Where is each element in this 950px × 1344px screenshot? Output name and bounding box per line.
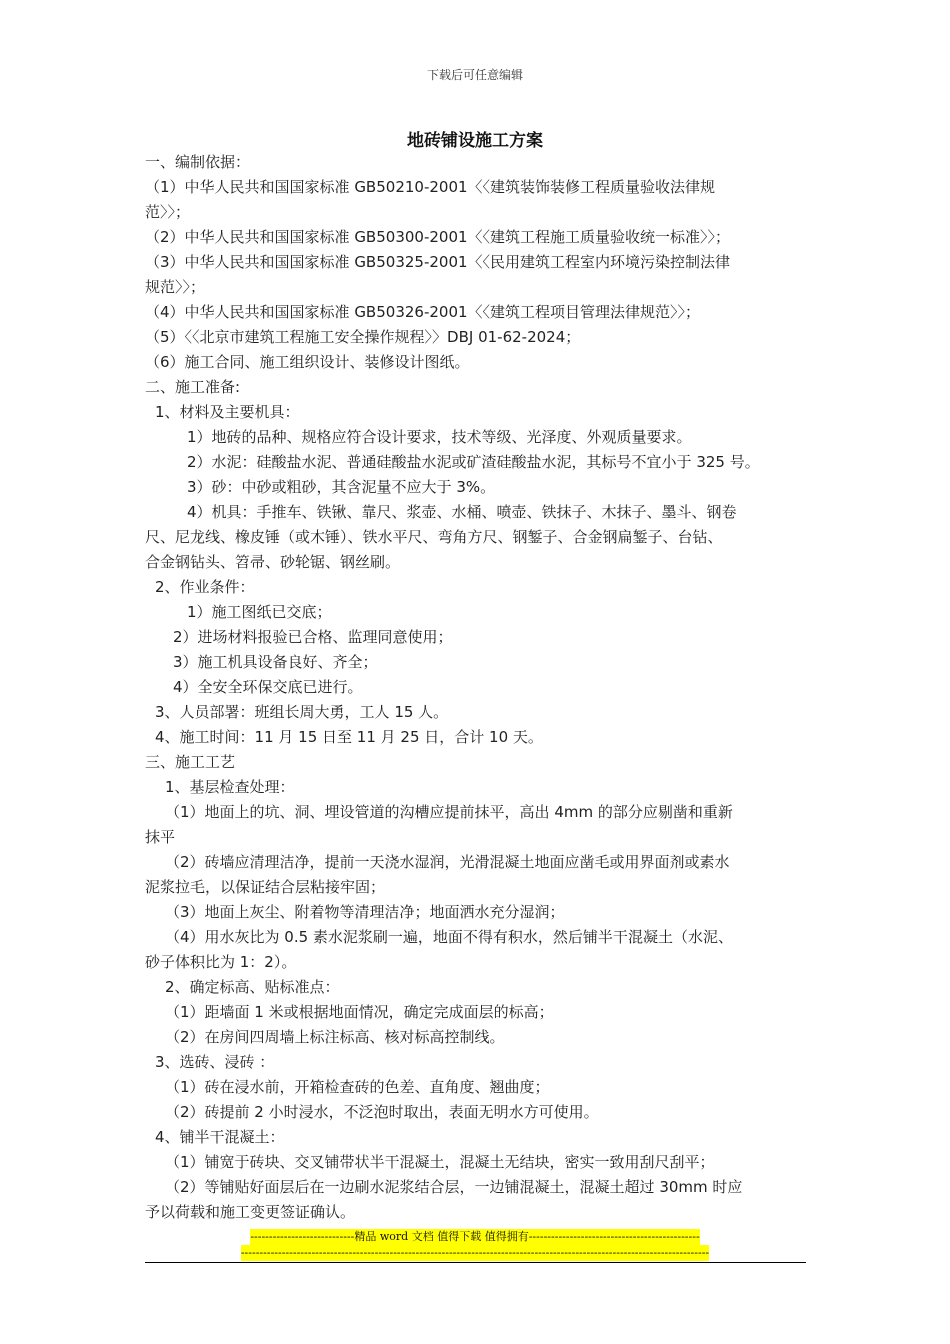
text-line: （4）中华人民共和国国家标准 GB50326-2001〈〈建筑工程项目管理法律规范〉〉； xyxy=(145,303,701,321)
text-line: 1）地砖的品种、规格应符合设计要求，技术等级、光泽度、外观质量要求。 xyxy=(187,428,692,446)
text-line: （2）中华人民共和国国家标准 GB50300-2001〈〈建筑工程施工质量验收统一标准〉〉； xyxy=(145,228,731,246)
text-line: （2）砖提前 2 小时浸水，不泛泡时取出，表面无明水方可使用。 xyxy=(165,1103,599,1121)
text-line: 2）水泥：硅酸盐水泥、普通硅酸盐水泥或矿渣硅酸盐水泥，其标号不宜小于 325 号。 xyxy=(187,453,760,471)
text-line: （4）用水灰比为 0.5 素水泥浆刷一遍，地面不得有积水，然后铺半干混凝土（水泥、 xyxy=(165,928,733,946)
section-heading: 一、编制依据： xyxy=(145,153,251,171)
text-line: （1）地面上的坑、洞、埋设管道的沟槽应提前抹平，高出 4mm 的部分应剔凿和重新 xyxy=(165,803,733,821)
subsection-heading: 1、基层检查处理： xyxy=(165,778,295,796)
text-line: （1）铺宽于砖块、交叉铺带状半干混凝土，混凝土无结块，密实一致用刮尺刮平； xyxy=(165,1153,715,1171)
text-line: （6）施工合同、施工组织设计、装修设计图纸。 xyxy=(145,353,470,371)
text-line: 4）机具：手推车、铁锹、靠尺、浆壶、水桶、喷壶、铁抹子、木抹子、墨斗、钢卷 xyxy=(187,503,737,521)
text-line: 泥浆拉毛，以保证结合层粘接牢固； xyxy=(145,878,386,896)
text-line: 4）全安全环保交底已进行。 xyxy=(173,678,363,696)
text-line: （2）在房间四周墙上标注标高、核对标高控制线。 xyxy=(165,1028,505,1046)
subsection-heading: 2、确定标高、贴标准点： xyxy=(165,978,340,996)
text-line: （3）地面上灰尘、附着物等清理洁净；地面洒水充分湿润； xyxy=(165,903,565,921)
header-note: 下载后可任意编辑 xyxy=(426,68,523,82)
subsection-heading: 4、施工时间：11 月 15 日至 11 月 25 日，合计 10 天。 xyxy=(155,728,543,746)
text-line: （2）等铺贴好面层后在一边刷水泥浆结合层，一边铺混凝土，混凝土超过 30mm 时应 xyxy=(165,1178,743,1196)
subsection-heading: 3、选砖、浸砖 ： xyxy=(155,1053,275,1071)
footer-rule xyxy=(145,1262,806,1263)
subsection-heading: 1、材料及主要机具： xyxy=(155,403,300,421)
footer-banner xyxy=(0,1229,950,1261)
text-line: 抹平 xyxy=(145,828,176,846)
text-line: （1）砖在浸水前，开箱检查砖的色差、直角度、翘曲度； xyxy=(165,1078,550,1096)
text-line: （3）中华人民共和国国家标准 GB50325-2001〈〈民用建筑工程室内环境污染控制法律 xyxy=(145,253,731,271)
section-heading: 三、施工工艺 xyxy=(145,753,236,771)
text-line: 2）进场材料报验已合格、监理同意使用； xyxy=(173,628,453,646)
footer-highlight-line-1: ----------------------------精品 word 文档 值得下载 值得拥有---------------------------------------------- xyxy=(250,1230,700,1243)
subsection-heading: 2、作业条件： xyxy=(155,578,255,596)
text-line: （5）〈〈北京市建筑工程施工安全操作规程〉〉DBJ 01-62-2024； xyxy=(145,328,581,346)
document-body xyxy=(145,150,825,1225)
footer-highlight-line-2: ------------------------------------------------------------------------------------------------------------------------------ xyxy=(240,1246,710,1259)
subsection-heading: 3、人员部署：班组长周大勇，工人 15 人。 xyxy=(155,703,449,721)
text-line: （1）中华人民共和国国家标准 GB50210-2001〈〈建筑装饰装修工程质量验收法律规 xyxy=(145,178,716,196)
text-line: 规范〉〉； xyxy=(145,278,206,296)
text-line: （2）砖墙应清理洁净，提前一天浇水湿润，光滑混凝土地面应凿毛或用界面剂或素水 xyxy=(165,853,730,871)
text-line: 予以荷载和施工变更签证确认。 xyxy=(145,1203,356,1221)
text-line: 1）施工图纸已交底； xyxy=(187,603,332,621)
text-line: 砂子体积比为 1：2）。 xyxy=(145,953,297,971)
text-line: 尺、尼龙线、橡皮锤（或木锤）、铁水平尺、弯角方尺、钢錾子、合金钢扁錾子、台钻、 xyxy=(145,528,723,546)
text-line: 范〉〉； xyxy=(145,203,191,221)
section-heading: 二、施工准备: xyxy=(145,378,241,396)
text-line: 3）施工机具设备良好、齐全； xyxy=(173,653,378,671)
text-line: 3）砂：中砂或粗砂，其含泥量不应大于 3%。 xyxy=(187,478,496,496)
document-title: 地砖铺设施工方案 xyxy=(407,131,543,151)
text-line: （1）距墙面 1 米或根据地面情况，确定完成面层的标高； xyxy=(165,1003,554,1021)
text-line: 合金钢钻头、笤帚、砂轮锯、钢丝刷。 xyxy=(145,553,401,571)
subsection-heading: 4、铺半干混凝土： xyxy=(155,1128,285,1146)
